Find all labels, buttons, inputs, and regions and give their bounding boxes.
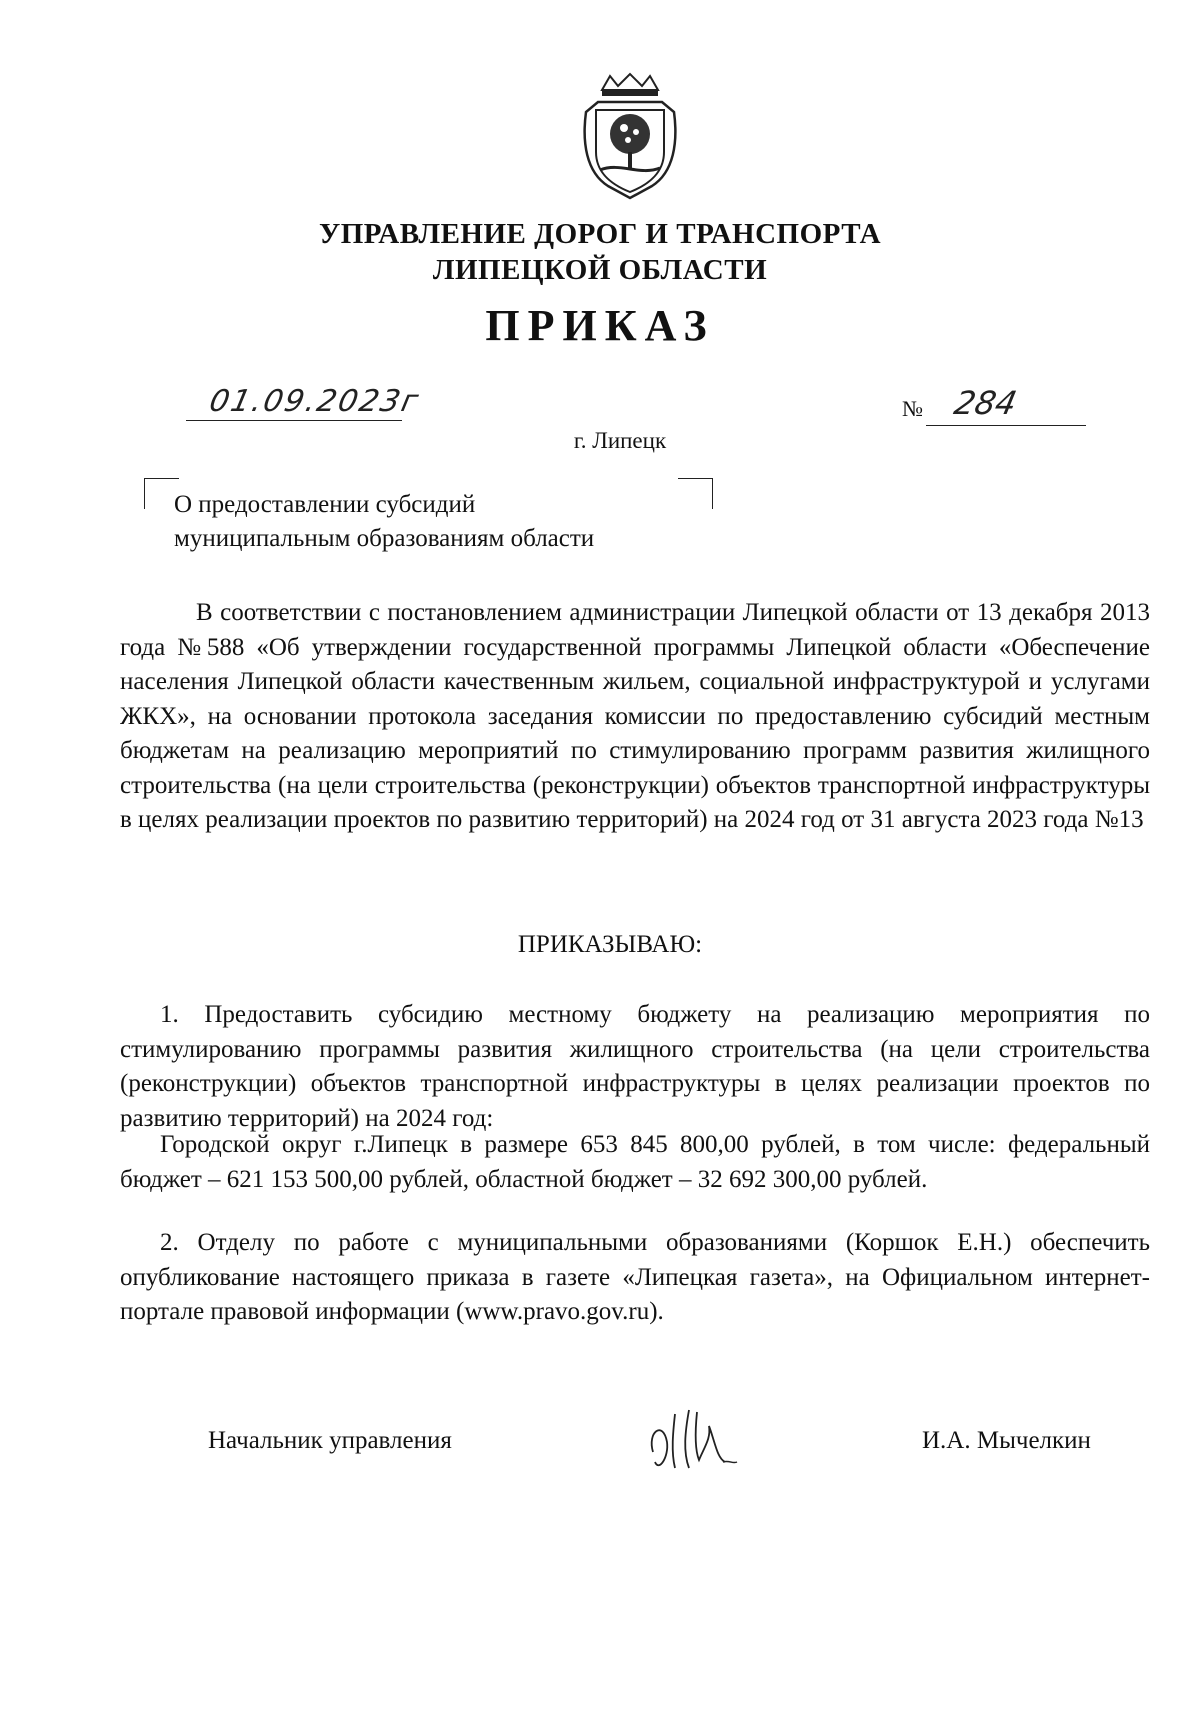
handwritten-signature-icon [645,1402,755,1482]
subject-bracket-right [678,478,713,509]
order-item-2: 2. Отделу по работе с муниципальными образованиями (Коршок Е.Н.) обеспечить опубликование настоящего приказа в газете «Липецкая газета», на Официальном интернет-портале правовой информации (www.pravo.gov.ru). [120,1229,1150,1325]
signatory-position: Начальник управления [208,1427,452,1454]
order-subject [174,488,594,556]
subject-line1: О предоставлении субсидий [174,491,476,518]
order-number-label: № [902,396,923,421]
organization-name-line2: ЛИПЕЦКОЙ ОБЛАСТИ [432,254,768,286]
order-date: 01.09.2023г [206,384,424,419]
order-number: 284 [950,384,1021,422]
preamble-paragraph: В соответствии с постановлением администрации Липецкой области от 13 декабря 2013 года №588 «Об утверждении государственной программы Липецкой области «Обеспечение населения Липецкой области качественным жильем, социальной инфраструктурой и услугами ЖКХ», на основании протокола заседания комиссии по предоставлению субсидий местным бюджетам на реализацию мероприятий по стимулированию программ развития жилищного строительства (на цели строительства (реконструкции) объектов транспортной инфраструктуры в целях реализации проектов по развитию территорий) на 2024 год от 31 августа 2023 года №13 [120,599,1150,833]
subject-line2: муниципальным образованиям области [174,525,595,552]
order-item-1: 1. Предоставить субсидию местному бюджету на реализацию мероприятия по стимулированию программы развития жилищного строительства (на цели строительства (реконструкции) объектов транспортной инфраструктуры в целях реализации проектов по развитию территорий) на 2024 год: [120,1001,1150,1132]
organization-name-line1: УПРАВЛЕНИЕ ДОРОГ И ТРАНСПОРТА [318,218,882,250]
lipetsk-coat-of-arms-icon [580,72,680,202]
order-command: ПРИКАЗЫВАЮ: [517,931,703,958]
order-item-1-detail: Городской округ г.Липецк в размере 653 845 800,00 рублей, в том числе: федеральный бюджет – 621 153 500,00 рублей, областной бюджет – 32 692 300,00 рублей. [120,1131,1150,1193]
number-underline [926,425,1086,426]
signatory-name: И.А. Мычелкин [922,1427,1091,1454]
document-type-title: ПРИКАЗ [485,301,715,350]
date-underline [186,420,402,421]
issue-city: г. Липецк [573,428,667,453]
